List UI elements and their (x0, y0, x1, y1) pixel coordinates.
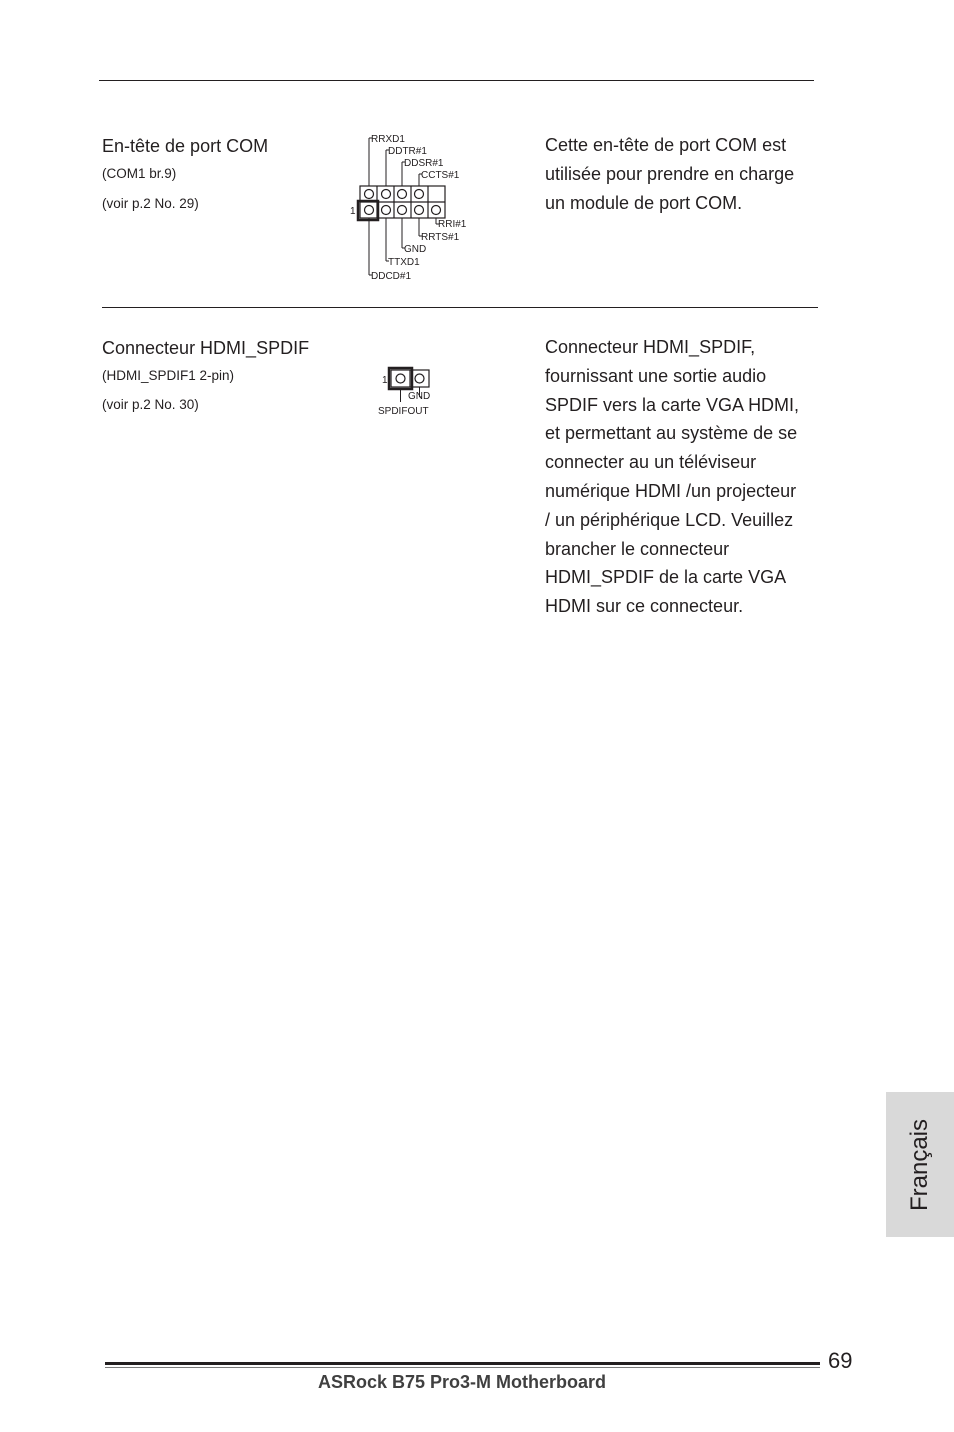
pin-label-rrts1: RRTS#1 (421, 232, 460, 243)
desc-line: SPDIF vers la carte VGA HDMI, (545, 394, 800, 415)
footer-rule (105, 1362, 820, 1365)
desc-line: Connecteur HDMI_SPDIF, (545, 337, 756, 357)
com-header-pinout-diagram (340, 130, 480, 285)
pin-label-gnd: GND (404, 244, 427, 255)
hdmi-spdif-id: (HDMI_SPDIF1 2-pin) (102, 368, 235, 383)
desc-line: HDMI_SPDIF de la carte VGA (545, 567, 787, 588)
desc-line: numérique HDMI /un projecteur (545, 480, 797, 501)
pin-label-ccts1: CCTS#1 (421, 170, 460, 181)
pin-label-ddcd1: DDCD#1 (371, 271, 412, 282)
com-header-title: En-tête de port COM (102, 136, 269, 156)
desc-line: un module de port COM. (545, 192, 743, 213)
pin-label-spdifout: SPDIFOUT (378, 406, 429, 417)
page-number: 69 (828, 1348, 853, 1373)
section-divider (102, 307, 818, 308)
pin-label-ddtr1: DDTR#1 (388, 146, 427, 157)
language-tab (886, 1092, 954, 1237)
desc-line: Cette en-tête de port COM est (545, 135, 787, 155)
desc-line: brancher le connecteur (545, 538, 730, 559)
footer-title: ASRock B75 Pro3-M Motherboard (318, 1372, 607, 1392)
com-header-ref: (voir p.2 No. 29) (102, 196, 199, 211)
desc-line: / un périphérique LCD. Veuillez (545, 509, 794, 530)
pin-label-gnd: GND (408, 391, 431, 402)
pin-label-ttxd1: TTXD1 (388, 257, 420, 268)
pin-label-rrxd1: RRXD1 (371, 134, 405, 145)
spdif-pin1-label: 1 (382, 375, 388, 386)
top-divider (99, 80, 814, 81)
hdmi-spdif-ref: (voir p.2 No. 30) (102, 397, 199, 412)
language-tab-label: Français (906, 1118, 933, 1211)
hdmi-spdif-pinout-diagram (374, 364, 444, 420)
desc-line: utilisée pour prendre en charge (545, 163, 795, 184)
hdmi-spdif-description (545, 333, 825, 621)
footer-rule-thin (105, 1367, 820, 1368)
desc-line: connecter au un téléviseur (545, 452, 757, 473)
desc-line: fournissant une sortie audio (545, 365, 767, 386)
desc-line: et permettant au système de se (545, 423, 798, 444)
com-header-description (545, 131, 825, 217)
com-pin1-label: 1 (350, 206, 356, 217)
hdmi-spdif-title: Connecteur HDMI_SPDIF (102, 338, 310, 358)
pin-label-rri1: RRI#1 (438, 219, 467, 230)
desc-line: HDMI sur ce connecteur. (545, 596, 744, 617)
pin-label-ddsr1: DDSR#1 (404, 158, 444, 169)
com-header-id: (COM1 br.9) (102, 166, 177, 181)
